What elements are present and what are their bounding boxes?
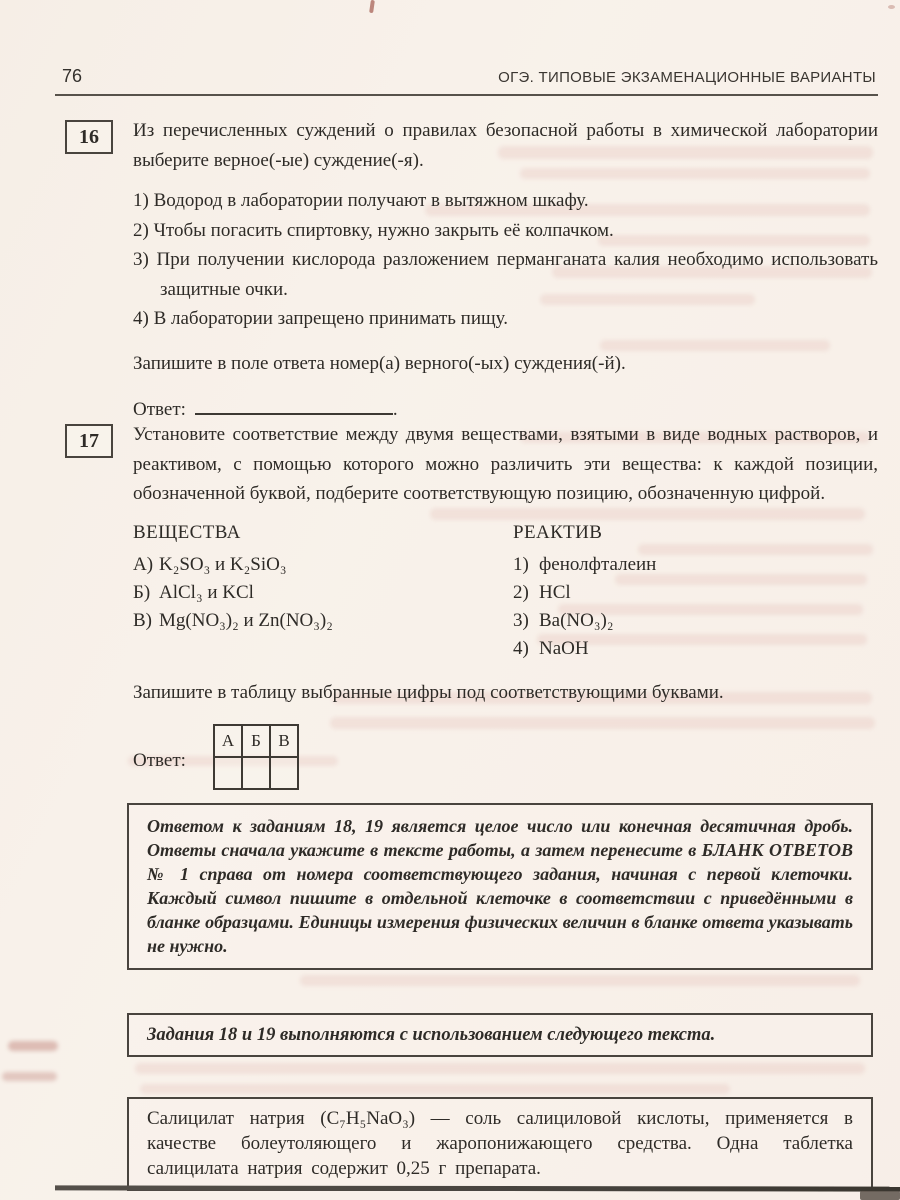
reagent-3 bbox=[513, 607, 878, 635]
option-text: Водород в лаборатории получают в вытяжном шкафу. bbox=[153, 190, 589, 211]
answer-table-header-row bbox=[214, 725, 298, 757]
scan-artifact bbox=[860, 1191, 900, 1200]
reagents-column bbox=[513, 522, 878, 663]
page-number: 76 bbox=[62, 66, 83, 86]
answer-period: . bbox=[392, 398, 398, 420]
question-17-instruction: Запишите в таблицу выбранные цифры под соответствующими буквами. bbox=[133, 681, 724, 703]
answer-cell-b bbox=[242, 757, 270, 789]
answer-label: Ответ: bbox=[133, 398, 186, 420]
reagent-2 bbox=[513, 579, 878, 607]
item-text: HCl bbox=[539, 581, 571, 603]
answer-cell-v bbox=[270, 757, 298, 789]
item-text: K₂SO₃ и K₂SiO₃ bbox=[159, 553, 287, 575]
item-number: 1) bbox=[513, 553, 529, 575]
question-17-text: Установите соответствие между двумя веществами, взятыми в виде водных растворов, и реактивом, с помощью которого можно различить эти вещества: к каждой позиции, обозначенной буквой, подберите соответствующую позицию, обозначенную цифрой. bbox=[133, 424, 878, 504]
option-text: В лаборатории запрещено принимать пищу. bbox=[153, 308, 508, 329]
answer-label: Ответ: bbox=[133, 749, 186, 771]
item-number: 4) bbox=[513, 637, 529, 659]
option-number: 4) bbox=[133, 308, 149, 329]
option-3 bbox=[133, 245, 878, 304]
question-17 bbox=[65, 420, 878, 790]
tasks-18-19-intro-box bbox=[127, 1013, 873, 1057]
header-cell-b: Б bbox=[242, 725, 270, 757]
scan-artifact bbox=[2, 1072, 57, 1081]
answer-format-notice-text: Ответом к заданиям 18, 19 является целое число или конечная десятичная дробь. Ответы сначала укажите в тексте работы, а затем перенесите в БЛАНК ОТВЕТОВ № 1 справа от номера соответствующего задания, начиная с первой клеточки. Каждый символ пишите в отдельной клеточке в соответствии с приведёнными в бланке образцами. Единицы измерения физических величин в бланке ответа указывать не нужно. bbox=[147, 816, 853, 956]
scan-artifact bbox=[8, 1041, 58, 1051]
question-16-options bbox=[133, 186, 878, 334]
substance-b bbox=[133, 579, 513, 607]
question-16-text: Из перечисленных суждений о правилах безопасной работы в химической лаборатории выберите верное(-ые) суждение(-я). bbox=[133, 120, 878, 171]
reading-text-box bbox=[127, 1097, 873, 1191]
question-16-answer-line bbox=[133, 399, 878, 421]
tasks-18-19-intro-text: Задания 18 и 19 выполняются с использованием следующего текста. bbox=[147, 1025, 716, 1045]
reagents-header: РЕАКТИВ bbox=[513, 521, 603, 543]
item-number: 2) bbox=[513, 581, 529, 603]
scan-artifact bbox=[369, 0, 375, 13]
answer-table bbox=[213, 724, 299, 790]
header-cell-v: В bbox=[270, 725, 298, 757]
option-1 bbox=[133, 186, 878, 216]
header-cell-a: А bbox=[214, 725, 242, 757]
question-17-answer-area bbox=[133, 724, 878, 790]
item-letter: Б) bbox=[133, 581, 151, 603]
matching-columns bbox=[133, 522, 878, 663]
substance-a bbox=[133, 551, 513, 579]
page-header bbox=[62, 66, 876, 87]
item-text: AlCl₃ и KCl bbox=[159, 581, 254, 603]
question-16-instruction: Запишите в поле ответа номер(а) верного(-ых) суждения(-й). bbox=[133, 352, 626, 374]
option-number: 3) bbox=[133, 249, 149, 270]
option-number: 1) bbox=[133, 190, 149, 211]
option-4 bbox=[133, 304, 878, 334]
reagent-1 bbox=[513, 551, 878, 579]
option-2 bbox=[133, 216, 878, 246]
answer-blank bbox=[195, 399, 393, 415]
item-text: Ba(NO₃)₂ bbox=[539, 609, 614, 631]
option-text: Чтобы погасить спиртовку, нужно закрыть её колпачком. bbox=[153, 219, 614, 241]
answer-format-notice-box bbox=[127, 803, 873, 970]
substances-header: ВЕЩЕСТВА bbox=[133, 521, 241, 543]
question-16 bbox=[65, 116, 878, 421]
question-17-number-box: 17 bbox=[65, 424, 113, 458]
substance-v bbox=[133, 607, 513, 635]
question-16-number-box: 16 bbox=[65, 120, 113, 154]
scan-artifact bbox=[140, 1084, 730, 1094]
reagent-4 bbox=[513, 635, 878, 663]
item-text: фенолфталеин bbox=[539, 553, 657, 575]
option-text: При получении кислорода разложением перманганата калия необходимо использовать защитные очки. bbox=[156, 249, 879, 300]
scan-artifact bbox=[888, 5, 895, 9]
item-number: 3) bbox=[513, 609, 529, 631]
running-title: ОГЭ. ТИПОВЫЕ ЭКЗАМЕНАЦИОННЫЕ ВАРИАНТЫ bbox=[498, 69, 876, 86]
item-letter: В) bbox=[133, 609, 152, 631]
substances-column bbox=[133, 522, 513, 663]
item-text: Mg(NO₃)₂ и Zn(NO₃)₂ bbox=[159, 609, 333, 631]
header-divider bbox=[55, 94, 878, 96]
answer-table-input-row bbox=[214, 757, 298, 789]
option-number: 2) bbox=[133, 219, 149, 241]
item-letter: А) bbox=[133, 553, 154, 575]
scan-artifact bbox=[300, 975, 860, 986]
answer-cell-a bbox=[214, 757, 242, 789]
scan-artifact bbox=[135, 1063, 865, 1074]
item-text: NaOH bbox=[539, 637, 589, 659]
reading-text: Салицилат натрия (C₇H₅NaO₃) — соль салициловой кислоты, применяется в качестве болеутоляющего и жаропонижающего средства. Одна таблетка салицилата натрия содержит 0,25 г препарата. bbox=[147, 1108, 853, 1179]
